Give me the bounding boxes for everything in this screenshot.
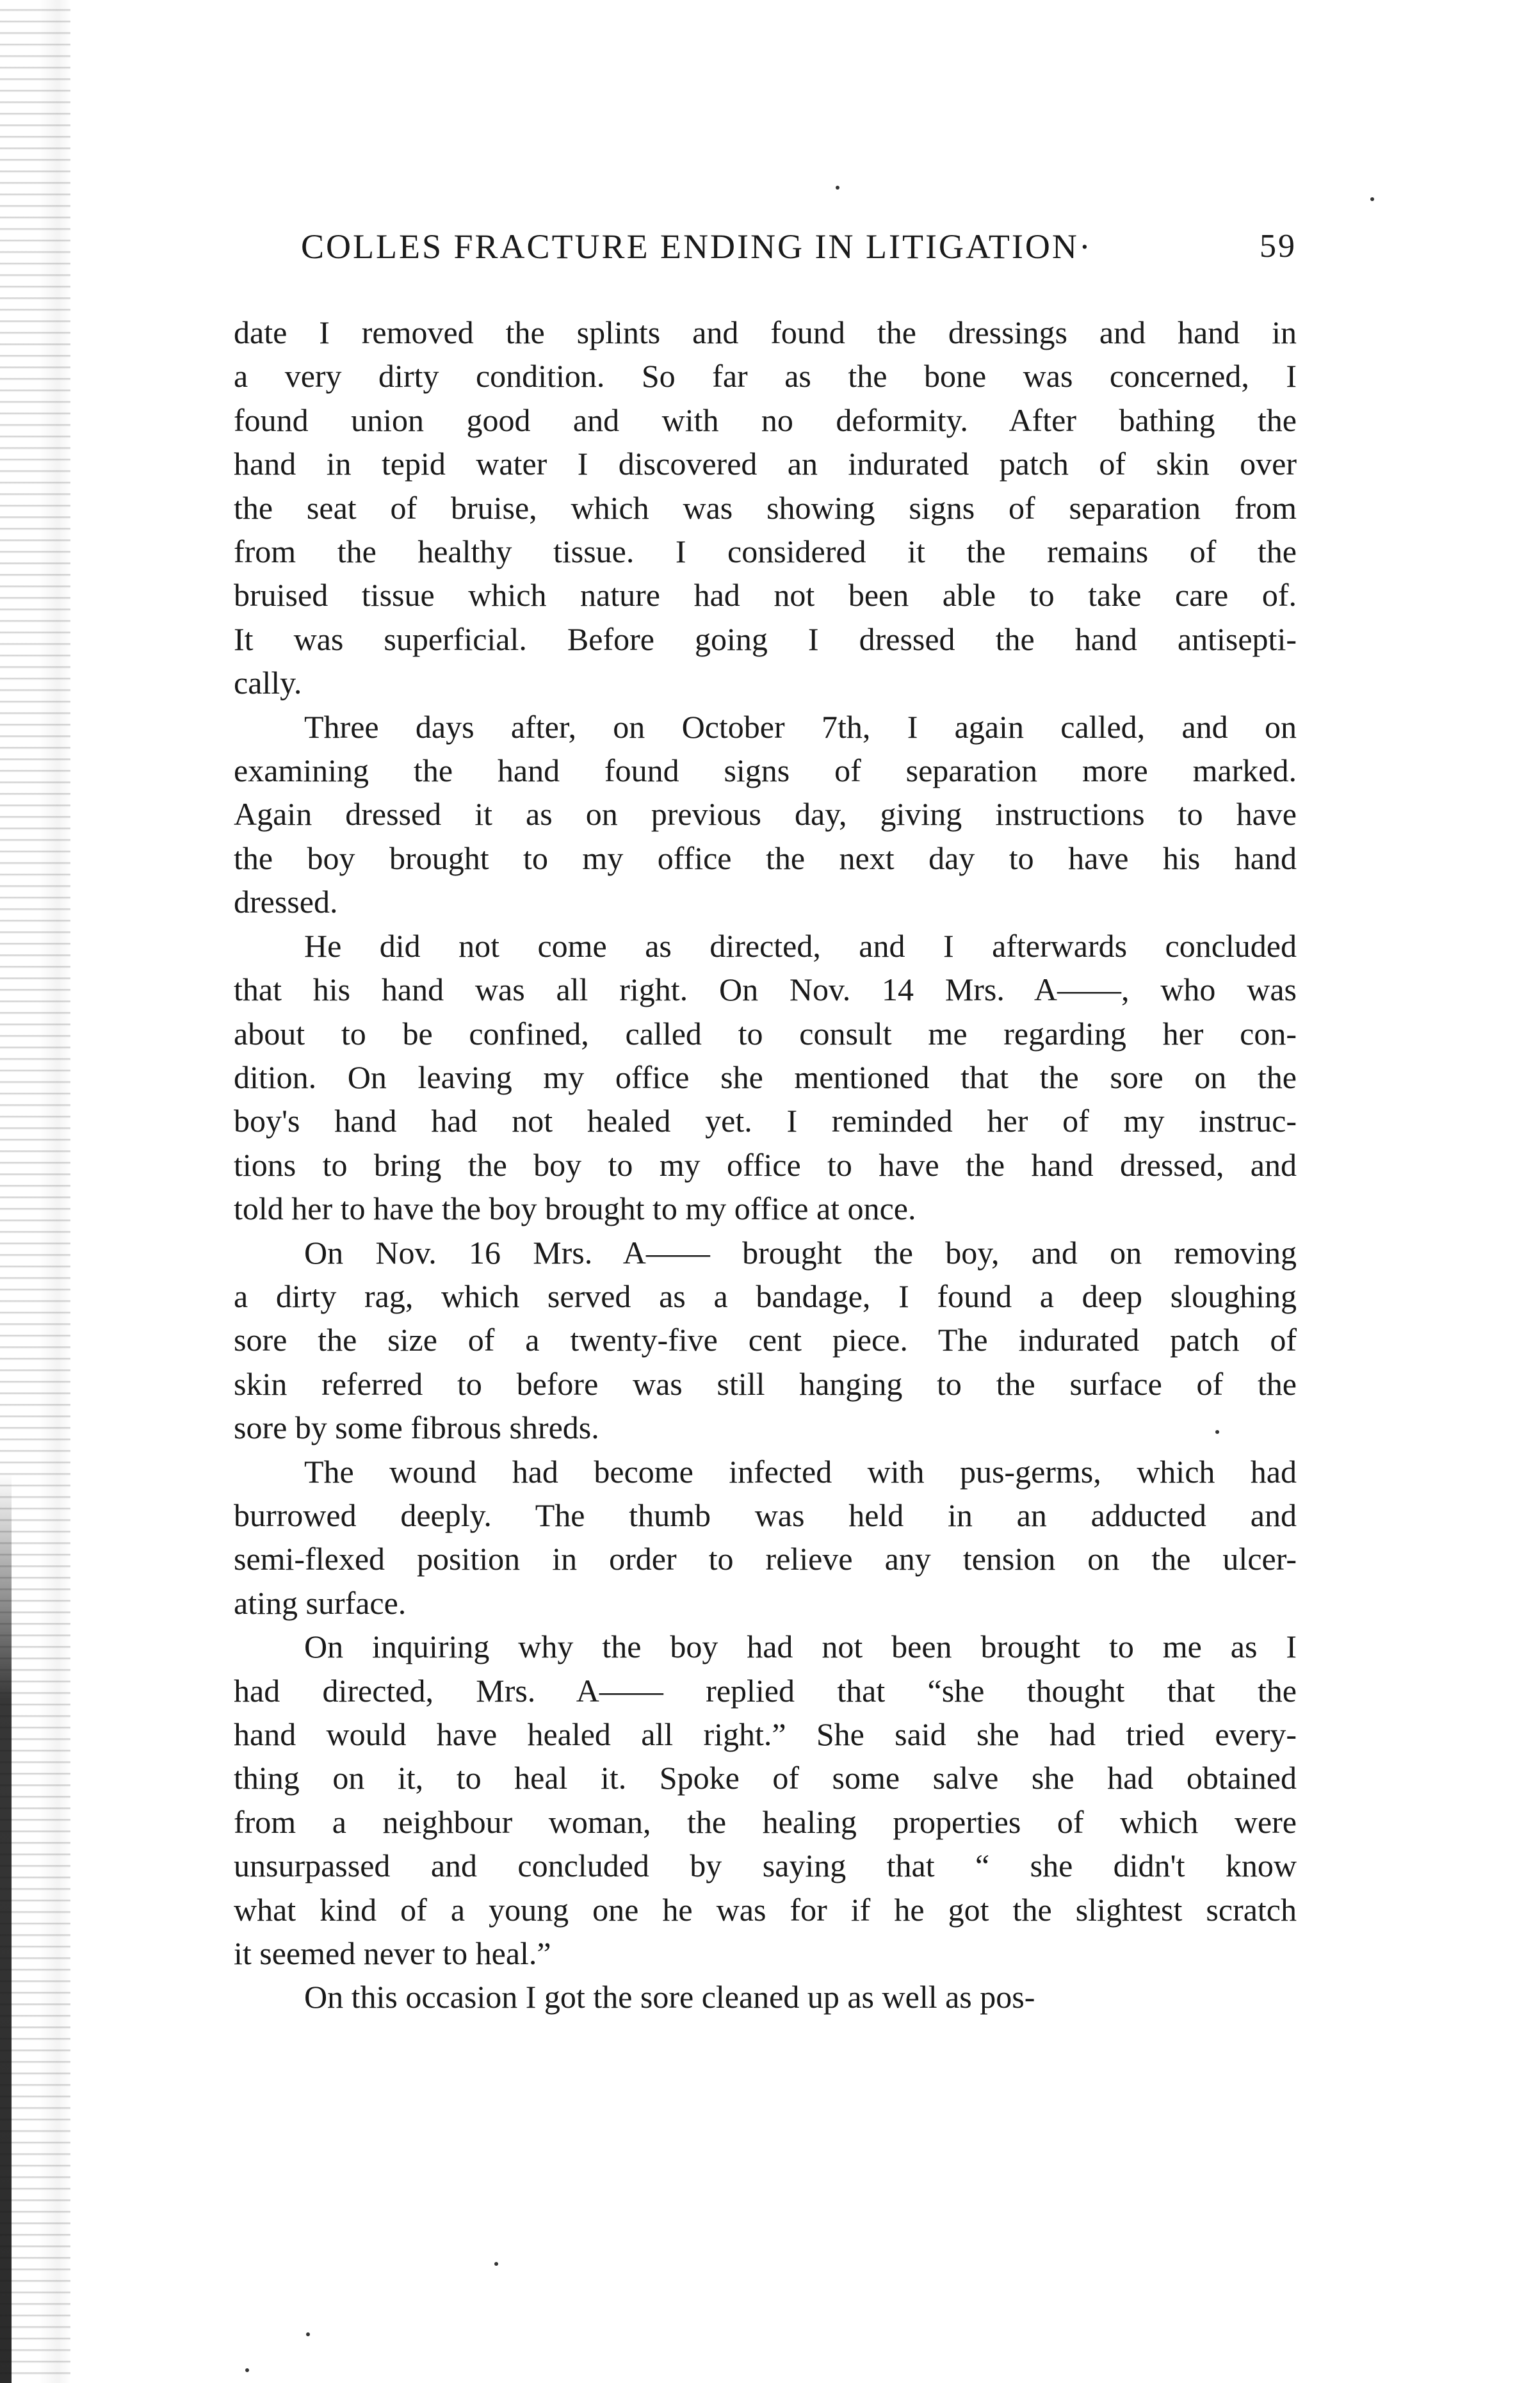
- text-line: sore the size of a twenty-five cent piece. The indurated patch of: [234, 1322, 1297, 1358]
- text-line: the seat of bruise, which was showing signs of separation from: [234, 489, 1297, 526]
- text-line: from the healthy tissue. I considered it the remains of the: [234, 533, 1297, 570]
- text-line: On Nov. 16 Mrs. A—— brought the boy, and on removing: [304, 1234, 1297, 1271]
- text-line: dition. On leaving my office she mentioned that the sore on the: [234, 1059, 1297, 1095]
- text-line: the boy brought to my office the next day to have his hand: [234, 840, 1297, 876]
- text-line: that his hand was all right. On Nov. 14 Mrs. A——, who was: [234, 972, 1297, 1008]
- text-line: date I removed the splints and found the dressings and hand in: [234, 314, 1297, 350]
- text-line: The wound had become infected with pus-germs, which had: [304, 1453, 1297, 1490]
- text-line: sore by some fibrous shreds.: [234, 1410, 599, 1446]
- text-line: it seemed never to heal.”: [234, 1935, 551, 1972]
- text-line: hand would have healed all right.” She said she had tried every-: [234, 1716, 1297, 1752]
- text-line: a very dirty condition. So far as the bone was concerned, I: [234, 358, 1297, 394]
- paragraph: [234, 1625, 1297, 1975]
- running-head-title: COLLES FRACTURE ENDING IN LITIGATION·: [301, 227, 1092, 266]
- text-line: had directed, Mrs. A—— replied that “she thought that the: [234, 1672, 1297, 1709]
- text-line: boy's hand had not healed yet. I reminded her of my instruc-: [234, 1103, 1297, 1139]
- body-text: [234, 311, 1297, 2019]
- scan-speck: [245, 2368, 249, 2372]
- running-head: [234, 221, 1297, 272]
- book-page: [234, 221, 1297, 2019]
- text-line: dressed.: [234, 884, 338, 920]
- scan-speck: [1215, 1430, 1219, 1434]
- scan-speck: [836, 186, 839, 190]
- text-line: thing on it, to heal it. Spoke of some salve she had obtained: [234, 1760, 1297, 1796]
- scan-binding-shadow: [0, 1473, 12, 2383]
- paragraph: [234, 924, 1297, 1231]
- text-line: unsurpassed and concluded by saying that “ she didn't know: [234, 1848, 1297, 1884]
- paragraph: [234, 705, 1297, 924]
- text-line: told her to have the boy brought to my office at once.: [234, 1191, 916, 1227]
- text-line: tions to bring the boy to my office to have the hand dressed, and: [234, 1146, 1297, 1183]
- paragraph: [234, 1450, 1297, 1625]
- text-line: Three days after, on October 7th, I again called, and on: [304, 708, 1297, 745]
- text-line: a dirty rag, which served as a bandage, I found a deep sloughing: [234, 1278, 1297, 1314]
- scan-speck: [1370, 197, 1374, 201]
- text-line: examining the hand found signs of separation more marked.: [234, 752, 1297, 789]
- scan-speck: [494, 2262, 498, 2266]
- text-line: what kind of a young one he was for if he got the slightest scratch: [234, 1891, 1297, 1928]
- scan-speck: [306, 2332, 310, 2336]
- page-number: 59: [1260, 228, 1297, 264]
- text-line: ating surface.: [234, 1584, 407, 1621]
- text-line: bruised tissue which nature had not been able to take care of.: [234, 577, 1297, 614]
- text-line: cally.: [234, 665, 302, 701]
- text-line: Again dressed it as on previous day, giving instructions to have: [234, 796, 1297, 833]
- text-line: hand in tepid water I discovered an indurated patch of skin over: [234, 446, 1297, 482]
- text-line: He did not come as directed, and I afterwards concluded: [304, 927, 1297, 964]
- text-line: about to be confined, called to consult me regarding her con-: [234, 1015, 1297, 1052]
- text-line: semi-flexed position in order to relieve any tension on the ulcer-: [234, 1541, 1297, 1577]
- text-line: found union good and with no deformity. After bathing the: [234, 402, 1297, 438]
- paragraph: [234, 1975, 1297, 2019]
- text-line: On inquiring why the boy had not been brought to me as I: [304, 1629, 1297, 1665]
- paragraph: [234, 1231, 1297, 1450]
- paragraph: [234, 311, 1297, 705]
- text-line: from a neighbour woman, the healing properties of which were: [234, 1803, 1297, 1840]
- text-line: burrowed deeply. The thumb was held in an adducted and: [234, 1497, 1297, 1533]
- text-line: On this occasion I got the sore cleaned up as well as pos-: [304, 1979, 1035, 2015]
- text-line: It was superficial. Before going I dressed the hand antisepti-: [234, 621, 1297, 657]
- text-line: skin referred to before was still hanging to the surface of the: [234, 1365, 1297, 1402]
